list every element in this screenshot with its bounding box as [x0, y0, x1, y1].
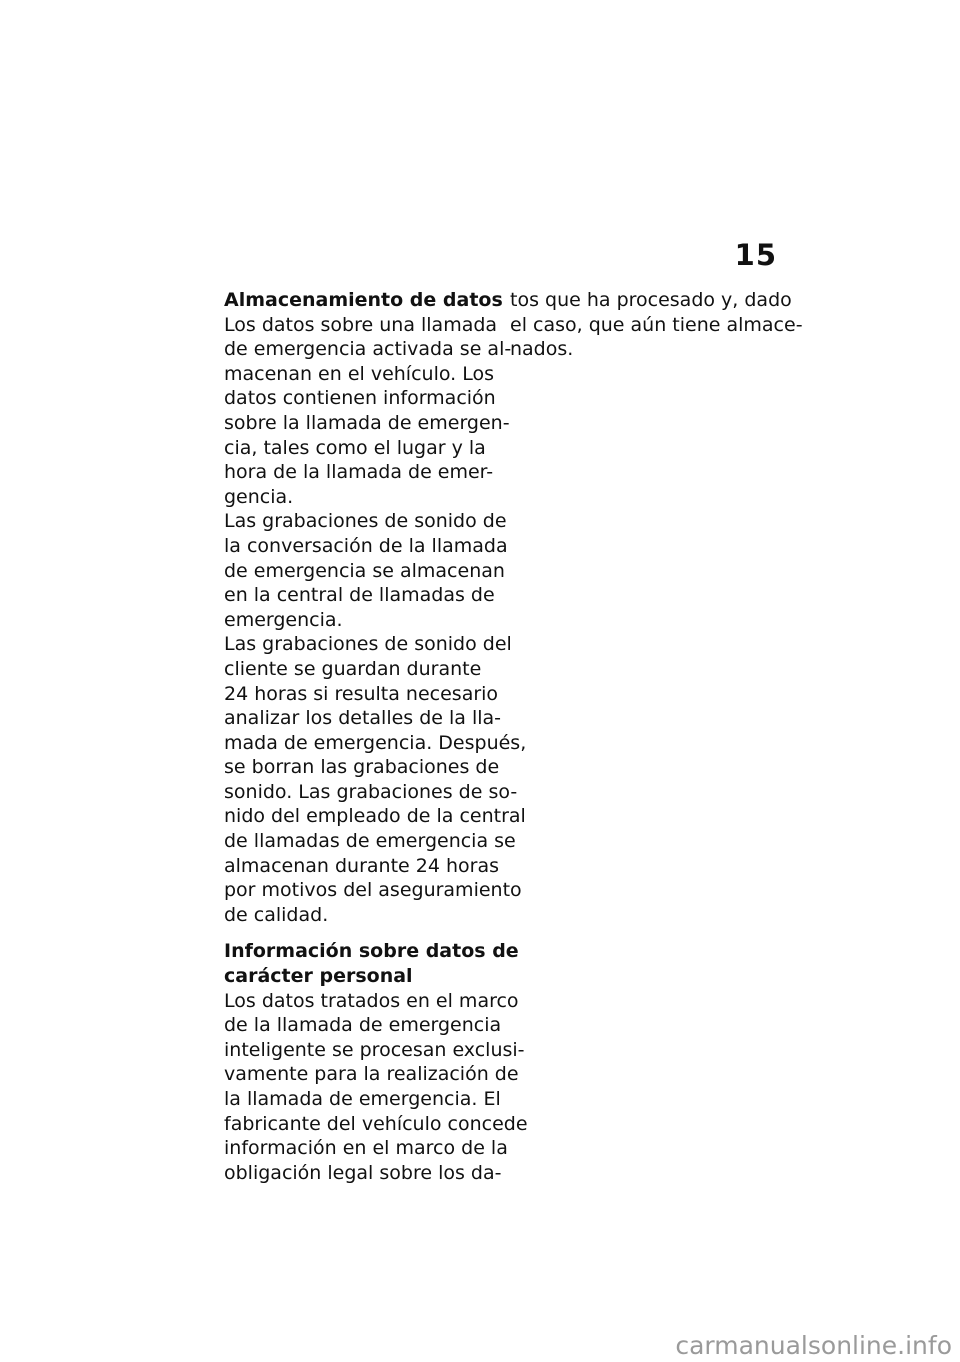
section-heading-almacenamiento: Almacenamiento de datos: [224, 289, 503, 311]
text-line: inteligente se procesan exclusi-: [224, 1038, 525, 1061]
paragraph-continuacion: [510, 288, 803, 362]
text-line: Los datos sobre una llamada: [224, 313, 498, 336]
text-line: sobre la llamada de emergen-: [224, 411, 510, 434]
text-line: de calidad.: [224, 903, 329, 926]
text-line: fabricante del vehículo concede: [224, 1112, 528, 1135]
text-line: gencia.: [224, 485, 294, 508]
text-line: Los datos tratados en el marco: [224, 989, 519, 1012]
paragraph-datos-tratados: [224, 989, 528, 1186]
text-line: macenan en el vehículo. Los: [224, 362, 494, 385]
text-line: obligación legal sobre los da-: [224, 1161, 502, 1184]
text-line: emergencia.: [224, 608, 343, 631]
text-line: analizar los detalles de la lla-: [224, 707, 502, 730]
text-line: datos contienen información: [224, 387, 496, 410]
text-line: mada de emergencia. Después,: [224, 731, 527, 754]
text-line: de la llamada de emergencia: [224, 1014, 502, 1037]
text-line: por motivos del aseguramiento: [224, 879, 522, 902]
text-line: nido del empleado de la central: [224, 805, 526, 828]
paragraph-datos-llamada: [224, 313, 512, 510]
text-line: el caso, que aún tiene almace-: [510, 313, 803, 336]
right-column: [510, 288, 803, 362]
text-line: cliente se guardan durante: [224, 657, 482, 680]
section-heading-informacion: [224, 939, 519, 988]
heading-line: carácter personal: [224, 965, 413, 988]
text-line: almacenan durante 24 horas: [224, 854, 499, 877]
text-line: tos que ha procesado y, dado: [510, 289, 792, 311]
heading-line: Información sobre datos de: [224, 940, 519, 963]
text-line: información en el marco de la: [224, 1137, 508, 1160]
paragraph-grabaciones-central: [224, 509, 508, 632]
left-column: [224, 288, 528, 1185]
text-line: se borran las grabaciones de: [224, 756, 500, 779]
text-line: 24 horas si resulta necesario: [224, 682, 499, 705]
text-line: de emergencia se almacenan: [224, 559, 505, 582]
text-line: Las grabaciones de sonido del: [224, 633, 512, 656]
text-line: la llamada de emergencia. El: [224, 1088, 501, 1110]
text-line: Las grabaciones de sonido de: [224, 510, 507, 533]
text-line: la conversación de la llamada: [224, 534, 508, 557]
text-line: en la central de llamadas de: [224, 584, 495, 607]
text-line: vamente para la realización de: [224, 1063, 519, 1086]
watermark: carmanualsonline.info: [675, 1331, 952, 1360]
page-number: 15: [734, 238, 777, 272]
text-line: cia, tales como el lugar y la: [224, 436, 486, 459]
paragraph-grabaciones-cliente: [224, 632, 527, 927]
section-spacer: [224, 927, 494, 939]
text-line: nados.: [510, 338, 574, 361]
text-line: de llamadas de emergencia se: [224, 830, 516, 853]
text-line: sonido. Las grabaciones de so-: [224, 780, 518, 803]
text-line: hora de la llamada de emer-: [224, 461, 494, 484]
text-line: de emergencia activada se al-: [224, 338, 512, 361]
